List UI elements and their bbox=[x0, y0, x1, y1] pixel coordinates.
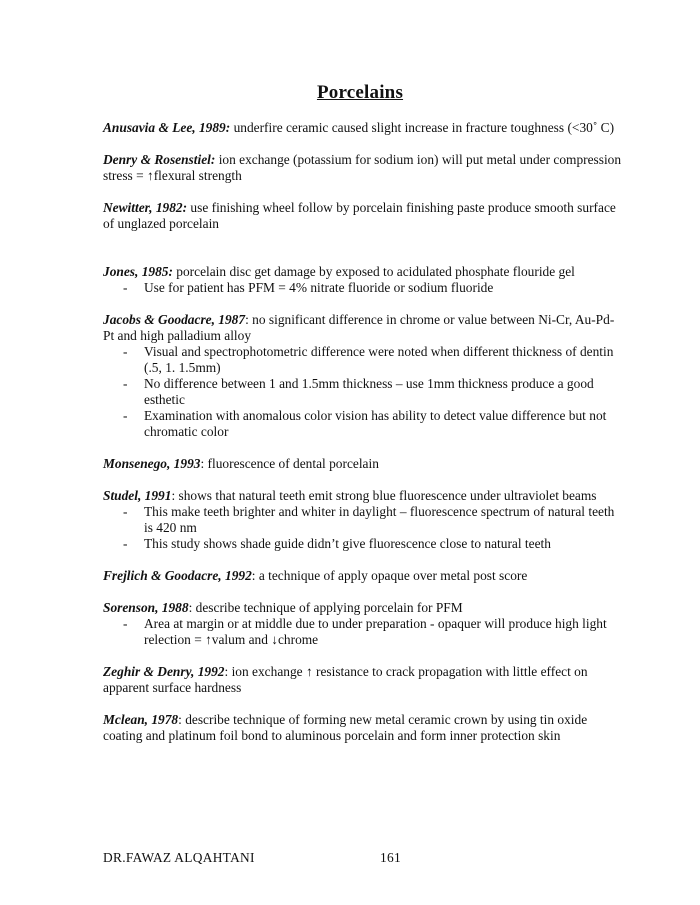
entry-paragraph bbox=[103, 712, 623, 744]
bullet-item bbox=[123, 376, 623, 408]
reference-entry bbox=[103, 312, 623, 440]
bullet-list bbox=[103, 344, 623, 440]
reference-entry bbox=[103, 568, 623, 584]
entry-text: : describe technique of forming new metal ceramic crown by using tin oxide coating and platinum foil bond to aluminous porcelain and form inner protection skin bbox=[103, 712, 588, 743]
page-title: Porcelains bbox=[316, 82, 404, 103]
author-citation: Jones, 1985: bbox=[103, 264, 173, 279]
bullet-item bbox=[123, 344, 623, 376]
entry-text: use finishing wheel follow by porcelain finishing paste produce smooth surface of unglazed porcelain bbox=[103, 200, 616, 231]
bullet-text: Area at margin or at middle due to under preparation - opaquer will produce high light relection = ↑valum and ↓chrome bbox=[144, 616, 607, 647]
entry-paragraph bbox=[103, 312, 623, 344]
entry-text: ion exchange (potassium for sodium ion) will put metal under compression stress = ↑flexural strength bbox=[103, 152, 622, 183]
page-number: 161 bbox=[380, 850, 401, 865]
reference-entry bbox=[103, 488, 623, 552]
bullet-item bbox=[123, 616, 623, 648]
entry-text: : fluorescence of dental porcelain bbox=[200, 456, 379, 471]
bullet-text: This study shows shade guide didn’t give fluorescence close to natural teeth bbox=[144, 536, 551, 551]
author-citation: Monsenego, 1993 bbox=[103, 456, 201, 471]
entry-paragraph bbox=[103, 600, 623, 616]
bullet-text: Visual and spectrophotometric difference were noted when different thickness of dentin (.5, 1. 1.5mm) bbox=[144, 344, 614, 375]
bullet-text: This make teeth brighter and whiter in daylight – fluorescence spectrum of natural teeth is 420 nm bbox=[144, 504, 615, 535]
bullet-list bbox=[103, 504, 623, 552]
entry-paragraph bbox=[103, 664, 623, 696]
author-citation: Zeghir & Denry, 1992 bbox=[103, 664, 225, 679]
reference-entry bbox=[103, 456, 623, 472]
entry-paragraph bbox=[103, 568, 623, 584]
bullet-marker: - bbox=[123, 536, 128, 551]
bullet-marker: - bbox=[123, 344, 128, 359]
entry-paragraph bbox=[103, 488, 623, 504]
author-citation: Newitter, 1982: bbox=[103, 200, 188, 215]
entry-text: underfire ceramic caused slight increase in fracture toughness (<30˚ C) bbox=[230, 120, 615, 135]
entry-text: : describe technique of applying porcelain for PFM bbox=[188, 600, 463, 615]
entry-text: : no significant difference in chrome or value between Ni-Cr, Au-Pd-Pt and high palladium alloy bbox=[103, 312, 615, 343]
bullet-item bbox=[123, 408, 623, 440]
bullet-text: Use for patient has PFM = 4% nitrate fluoride or sodium fluoride bbox=[144, 280, 494, 295]
reference-entry bbox=[103, 120, 623, 136]
entry-paragraph bbox=[103, 264, 623, 280]
reference-entry bbox=[103, 152, 623, 184]
reference-entry bbox=[103, 264, 623, 296]
entry-text: : a technique of apply opaque over metal post score bbox=[251, 568, 528, 583]
reference-entry bbox=[103, 200, 623, 232]
author-citation: Jacobs & Goodacre, 1987 bbox=[103, 312, 246, 327]
entry-paragraph bbox=[103, 120, 623, 136]
bullet-text: Examination with anomalous color vision has ability to detect value difference but not chromatic color bbox=[144, 408, 607, 439]
bullet-text: No difference between 1 and 1.5mm thickness – use 1mm thickness produce a good esthetic bbox=[144, 376, 594, 407]
author-citation: Sorenson, 1988 bbox=[103, 600, 189, 615]
bullet-item bbox=[123, 536, 623, 552]
bullet-marker: - bbox=[123, 616, 128, 631]
author-citation: Studel, 1991 bbox=[103, 488, 172, 503]
reference-entry bbox=[103, 712, 623, 744]
bullet-marker: - bbox=[123, 504, 128, 519]
entry-paragraph bbox=[103, 200, 623, 232]
entry-text: : ion exchange ↑ resistance to crack propagation with little effect on apparent surface hardness bbox=[103, 664, 588, 695]
bullet-marker: - bbox=[123, 376, 128, 391]
author-citation: Denry & Rosenstiel: bbox=[103, 152, 216, 167]
entry-text: : shows that natural teeth emit strong blue fluorescence under ultraviolet beams bbox=[171, 488, 597, 503]
author-citation: Mclean, 1978 bbox=[103, 712, 179, 727]
document-body bbox=[103, 120, 623, 760]
author-citation: Frejlich & Goodacre, 1992 bbox=[103, 568, 252, 583]
reference-entry bbox=[103, 664, 623, 696]
author-citation: Anusavia & Lee, 1989: bbox=[103, 120, 231, 135]
footer-author-name: DR.FAWAZ ALQAHTANI bbox=[103, 850, 255, 865]
entry-paragraph bbox=[103, 456, 623, 472]
bullet-marker: - bbox=[123, 408, 128, 423]
entry-text: porcelain disc get damage by exposed to acidulated phosphate flouride gel bbox=[172, 264, 575, 279]
bullet-list bbox=[103, 280, 623, 296]
bullet-marker: - bbox=[123, 280, 128, 295]
bullet-item bbox=[123, 504, 623, 536]
bullet-item bbox=[123, 280, 623, 296]
bullet-list bbox=[103, 616, 623, 648]
reference-entry bbox=[103, 600, 623, 648]
entry-paragraph bbox=[103, 152, 623, 184]
